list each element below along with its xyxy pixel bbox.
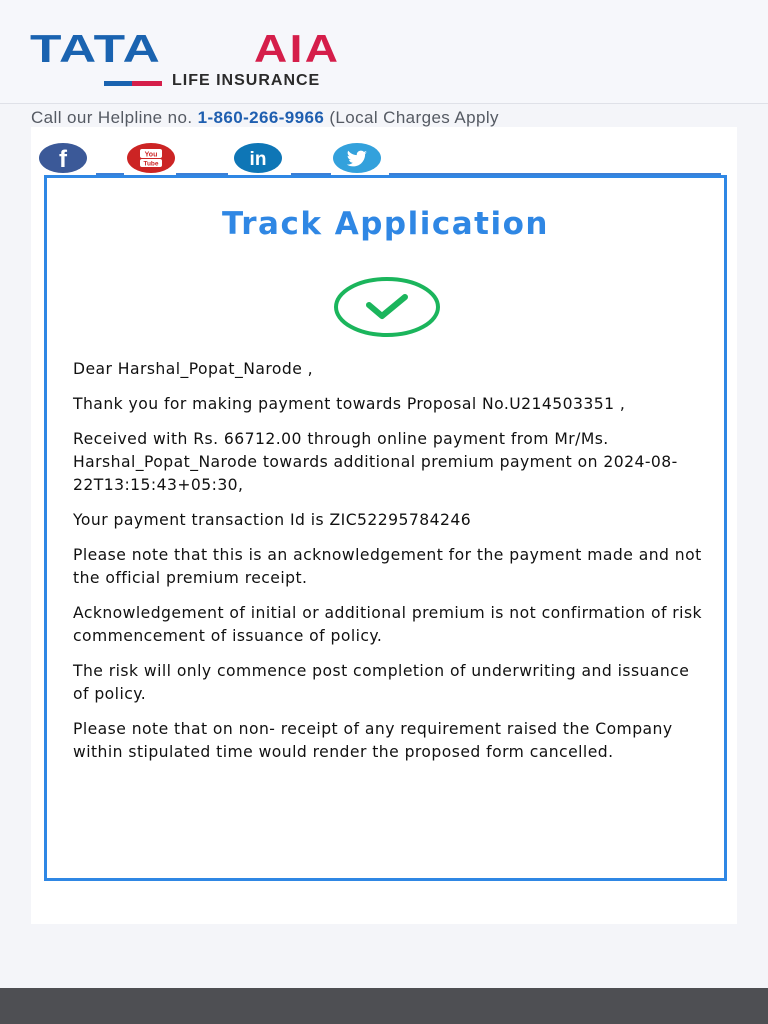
- svg-text:You: You: [144, 151, 158, 159]
- svg-text:f: f: [59, 146, 67, 173]
- brand-subtitle: LIFE INSURANCE: [172, 72, 321, 89]
- payment-details-paragraph: Received with Rs. 66712.00 through online payment from Mr/Ms. Harshal_Popat_Narode towards additional premium payment on 2024-08-22T13:15:43+05:30,: [73, 430, 678, 494]
- acknowledgement-note-paragraph: Please note that this is an acknowledgement for the payment made and not the official premium receipt.: [73, 546, 702, 587]
- svg-text:Tube: Tube: [143, 160, 159, 168]
- brand-name-right: AIA: [254, 28, 341, 71]
- underwriting-note-paragraph: The risk will only commence post completion of underwriting and issuance of policy.: [73, 662, 690, 703]
- greeting-paragraph: Dear Harshal_Popat_Narode ,: [73, 360, 314, 378]
- tata-aia-logo[interactable]: [30, 30, 390, 92]
- helpline-text: [31, 108, 499, 128]
- track-application-card: [44, 175, 727, 881]
- facebook-icon[interactable]: [39, 143, 87, 173]
- cancellation-note-paragraph: Please note that on non- receipt of any requirement raised the Company within stipulated time would render the proposed form cancelled.: [73, 720, 673, 761]
- page-title: Track Application: [222, 206, 549, 242]
- site-header: [0, 0, 768, 104]
- logo-bar-red: [132, 81, 162, 86]
- helpline-number-link[interactable]: 1-860-266-9966: [197, 108, 325, 127]
- svg-text:in: in: [249, 149, 267, 170]
- proposal-paragraph: Thank you for making payment towards Proposal No.U214503351 ,: [73, 395, 626, 413]
- acknowledgement-message: [73, 358, 703, 776]
- risk-note-paragraph: Acknowledgement of initial or additional premium is not confirmation of risk commencement of issuance of policy.: [73, 604, 703, 645]
- youtube-icon[interactable]: [127, 143, 175, 173]
- helpline-suffix: (Local Charges Apply: [324, 108, 499, 127]
- logo-bar-blue: [104, 81, 132, 86]
- linkedin-icon[interactable]: [234, 143, 282, 173]
- check-circle-icon: [333, 276, 441, 342]
- twitter-icon[interactable]: [333, 143, 381, 173]
- footer-bar: [0, 988, 768, 1024]
- helpline-prefix: Call our Helpline no.: [31, 108, 198, 127]
- brand-name-left: TATA: [30, 28, 162, 71]
- transaction-id-paragraph: Your payment transaction Id is ZIC52295784246: [73, 511, 472, 529]
